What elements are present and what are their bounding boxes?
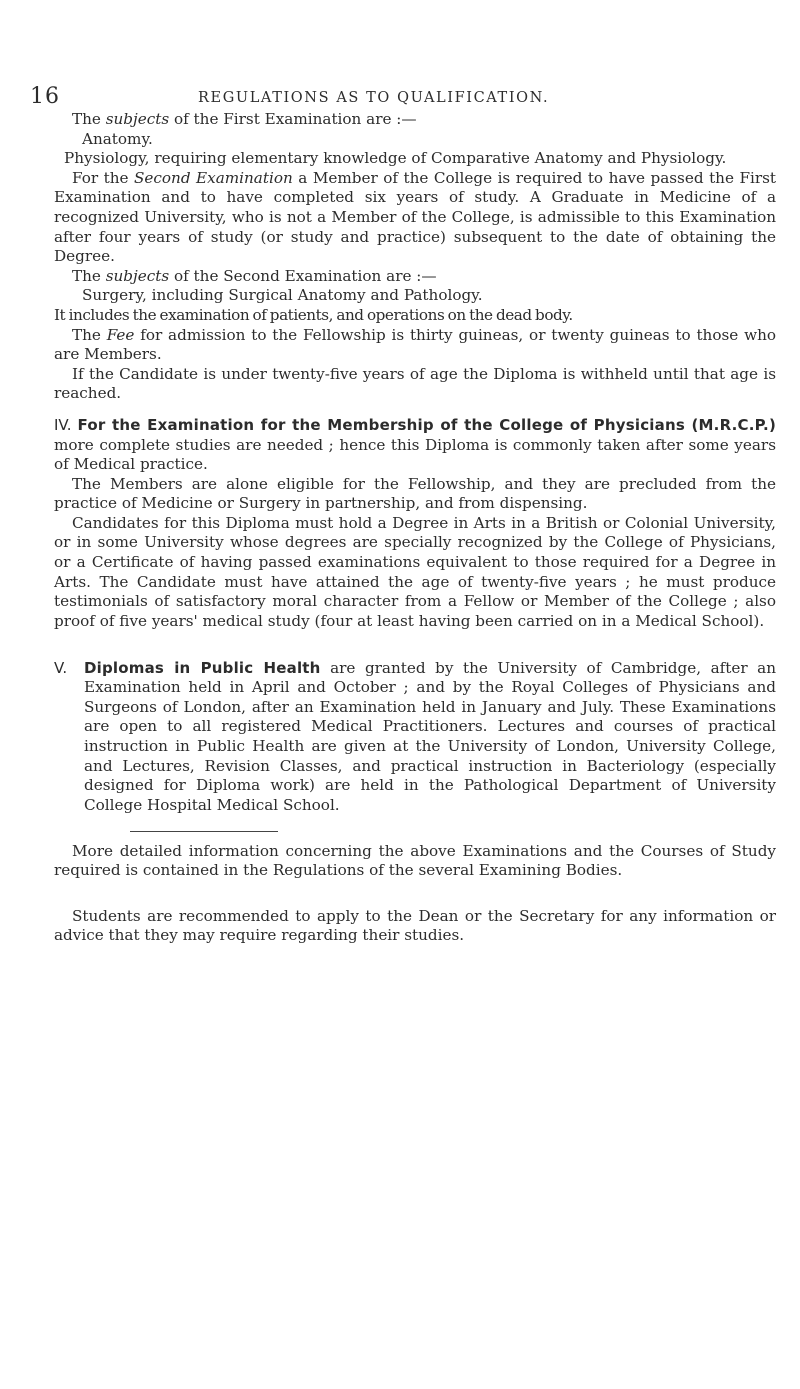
more-information: More detailed information concerning the above Examinations and the Courses of Study required is contained in the Regulations of the several Examining Bodies.: [54, 841, 776, 880]
section-iv-heading: For the Examination for the Membership of the College of Physicians (M.R.C.P.): [77, 415, 777, 434]
divider-rule: [130, 831, 278, 832]
section-iv-number: IV.: [54, 415, 72, 434]
section-iv-candidates: Candidates for this Diploma must hold a Degree in Arts in a British or Colonial University, or in some University whose degrees are specially recognized by the College of Physicians, or a Certificate of having passed examinations equivalent to those required for a Degree in Arts. The Candidate must have attained the age of twenty-five years ; he must produce testimonials of satisfactory moral character from a Fellow or Member of the College ; also proof of five years' medical study (four at least having been carried on in a Medical School).: [54, 513, 776, 630]
section-v-heading: Diplomas in Public Health: [84, 658, 321, 677]
first-exam-intro: The subjects of the First Examination are :—: [72, 110, 417, 128]
page-body: [54, 110, 776, 946]
age-requirement: If the Candidate is under twenty-five years of age the Diploma is withheld until that age is reached.: [54, 364, 776, 403]
second-exam-includes: It includes the examination of patients, and operations on the dead body.: [54, 305, 573, 324]
section-iv-intro: IV. For the Examination for the Membership of the College of Physicians (M.R.C.P.) more complete studies are needed ; hence this Diploma is commonly taken after some years of Medical practice.: [54, 415, 777, 474]
running-title: REGULATIONS AS TO QUALIFICATION.: [198, 90, 550, 106]
second-exam-paragraph: For the Second Examination a Member of the College is required to have passed the First Examination and to have completed six years of study. A Graduate in Medicine of a recognized University, who is not a Member of the College, is admissible to this Examination after four years of study (or study and practice) subsequent to the date of obtaining the Degree.: [54, 168, 777, 266]
fellowship-fee: The Fee for admission to the Fellowship is thirty guineas, or twenty guineas to those who are Members.: [54, 325, 776, 364]
section-v-paragraph: V. Diplomas in Public Health are granted by the University of Cambridge, after an Examination held in April and October ; and by the Royal Colleges of Physicians and Surgeons of London, after an Examination held in January and July. These Examinations are open to all registered Medical Practitioners. Lectures and courses of practical instruction in Public Health are given at the University of London, University College, and Lectures, Revision Classes, and practical instruction in Bacteriology (especially designed for Diploma work) are held in the Pathological Department of University College Hospital Medical School.: [54, 658, 777, 814]
page-number: 16: [30, 84, 60, 109]
students-advice: Students are recommended to apply to the Dean or the Secretary for any information or advice that they may require regarding their studies.: [54, 906, 776, 945]
first-exam-subject-physiology: Physiology, requiring elementary knowledge of Comparative Anatomy and Physiology.: [64, 149, 727, 168]
second-exam-subject-surgery: Surgery, including Surgical Anatomy and Pathology.: [82, 286, 483, 305]
section-iv-members: The Members are alone eligible for the Fellowship, and they are precluded from the practice of Medicine or Surgery in partnership, and from dispensing.: [54, 474, 776, 513]
first-exam-subject-anatomy: Anatomy.: [82, 129, 153, 148]
section-v-number: V.: [54, 658, 68, 677]
second-exam-subjects-intro: The subjects of the Second Examination are :—: [72, 266, 437, 285]
